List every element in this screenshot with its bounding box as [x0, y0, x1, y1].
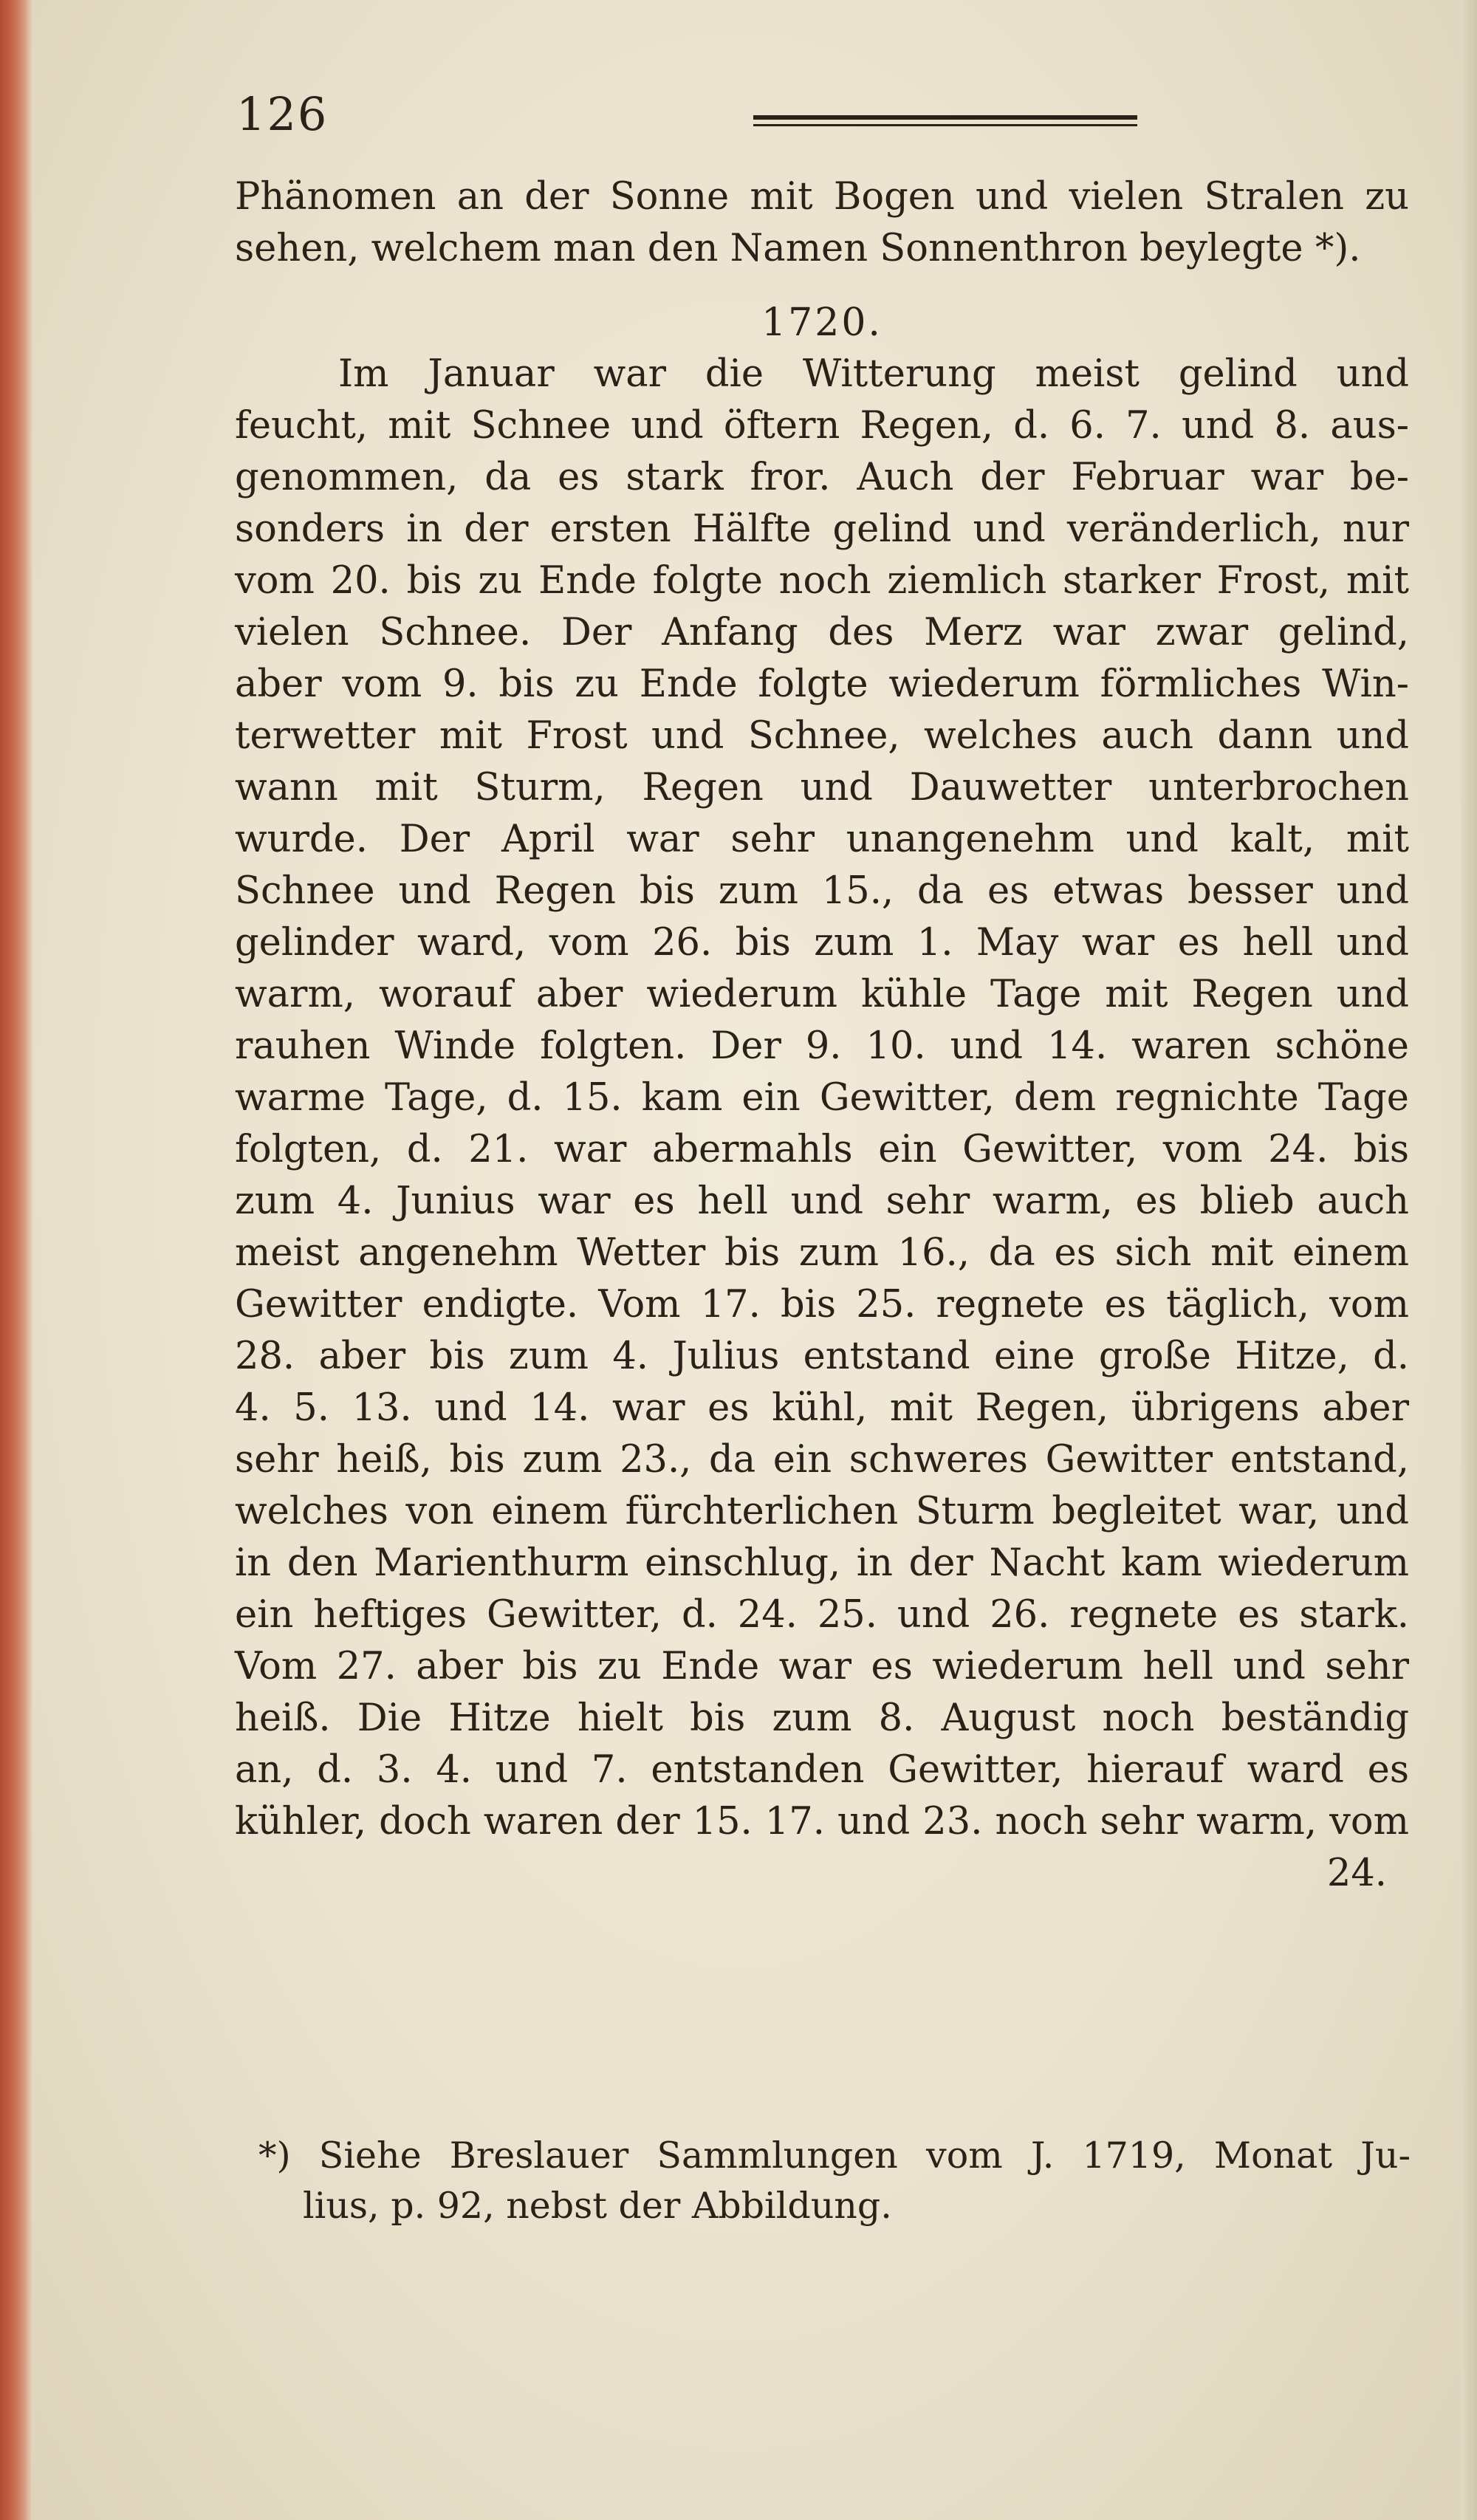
- text-line: zum 4. Junius war es hell und sehr warm, es blieb auch: [235, 1179, 1409, 1223]
- paragraph-first-line: Im Januar war die Witterung meist gelind und: [338, 352, 1409, 396]
- page-edge-left: [0, 0, 32, 2520]
- text-line: aber vom 9. bis zu Ende folgte wiederum förmliches Win-: [235, 662, 1409, 706]
- main-text: [235, 171, 1409, 1900]
- text-line: sehr heiß, bis zum 23., da ein schweres Gewitter entstand,: [235, 1438, 1409, 1482]
- text-line: ein heftiges Gewitter, d. 24. 25. und 26. regnete es stark.: [235, 1593, 1409, 1637]
- text-line: warm, worauf aber wiederum kühle Tage mit Regen und: [235, 973, 1409, 1016]
- footnote: [258, 2131, 1411, 2231]
- footnote-line: lius, p. 92, nebst der Abbildung.: [303, 2185, 892, 2227]
- header-rule-thin: [753, 124, 1137, 126]
- text-line: Vom 27. aber bis zu Ende war es wiederum hell und sehr: [235, 1645, 1409, 1688]
- text-line: sehen, welchem man den Namen Sonnenthron beylegte *).: [235, 227, 1361, 270]
- text-line: genommen, da es stark fror. Auch der Februar war be-: [235, 456, 1409, 499]
- text-line: kühler, doch waren der 15. 17. und 23. noch sehr warm, vom: [235, 1800, 1409, 1843]
- footnote-line: *) Siehe Breslauer Sammlungen vom J. 1719, Monat Ju-: [258, 2134, 1411, 2177]
- text-line: 28. aber bis zum 4. Julius entstand eine große Hitze, d.: [235, 1335, 1409, 1378]
- header-rule: [753, 115, 1137, 137]
- text-line: 4. 5. 13. und 14. war es kühl, mit Regen, übrigens aber: [235, 1386, 1409, 1430]
- text-line: sonders in der ersten Hälfte gelind und veränderlich, nur: [235, 507, 1409, 551]
- text-line: Gewitter endigte. Vom 17. bis 25. regnete es täglich, vom: [235, 1283, 1409, 1326]
- text-line: vom 20. bis zu Ende folgte noch ziemlich starker Frost, mit: [235, 559, 1409, 603]
- text-line: vielen Schnee. Der Anfang des Merz war zwar gelind,: [235, 611, 1409, 654]
- page-header: [236, 87, 1411, 146]
- text-line: in den Marienthurm einschlug, in der Nacht kam wiederum: [235, 1541, 1409, 1585]
- text-line: wann mit Sturm, Regen und Dauwetter unterbrochen: [235, 766, 1409, 809]
- text-line: terwetter mit Frost und Schnee, welches auch dann und: [235, 714, 1409, 758]
- header-rule-thick: [753, 115, 1137, 120]
- text-line: Phänomen an der Sonne mit Bogen und vielen Stralen zu: [235, 175, 1409, 219]
- text-line: heiß. Die Hitze hielt bis zum 8. August noch beständig: [235, 1696, 1409, 1740]
- text-line: rauhen Winde folgten. Der 9. 10. und 14. waren schöne: [235, 1024, 1409, 1068]
- text-line: warme Tage, d. 15. kam ein Gewitter, dem regnichte Tage: [235, 1076, 1409, 1120]
- text-line: feucht, mit Schnee und öftern Regen, d. 6. 7. und 8. aus-: [235, 404, 1409, 448]
- text-line: meist angenehm Wetter bis zum 16., da es sich mit einem: [235, 1231, 1409, 1275]
- page-number: 126: [236, 87, 329, 141]
- page-edge-right: [1461, 0, 1477, 2520]
- text-line: folgten, d. 21. war abermahls ein Gewitter, vom 24. bis: [235, 1128, 1409, 1171]
- text-line: welches von einem fürchterlichen Sturm begleitet war, und: [235, 1490, 1409, 1533]
- text-line: wurde. Der April war sehr unangenehm und kalt, mit: [235, 818, 1409, 861]
- text-line: gelinder ward, vom 26. bis zum 1. May war es hell und: [235, 921, 1409, 965]
- text-line: an, d. 3. 4. und 7. entstanden Gewitter, hierauf ward es: [235, 1748, 1409, 1792]
- spacer: [235, 275, 1409, 297]
- text-line: Schnee und Regen bis zum 15., da es etwas besser und: [235, 869, 1409, 913]
- catchword: 24.: [1326, 1852, 1387, 1895]
- year-heading: 1720.: [761, 301, 883, 345]
